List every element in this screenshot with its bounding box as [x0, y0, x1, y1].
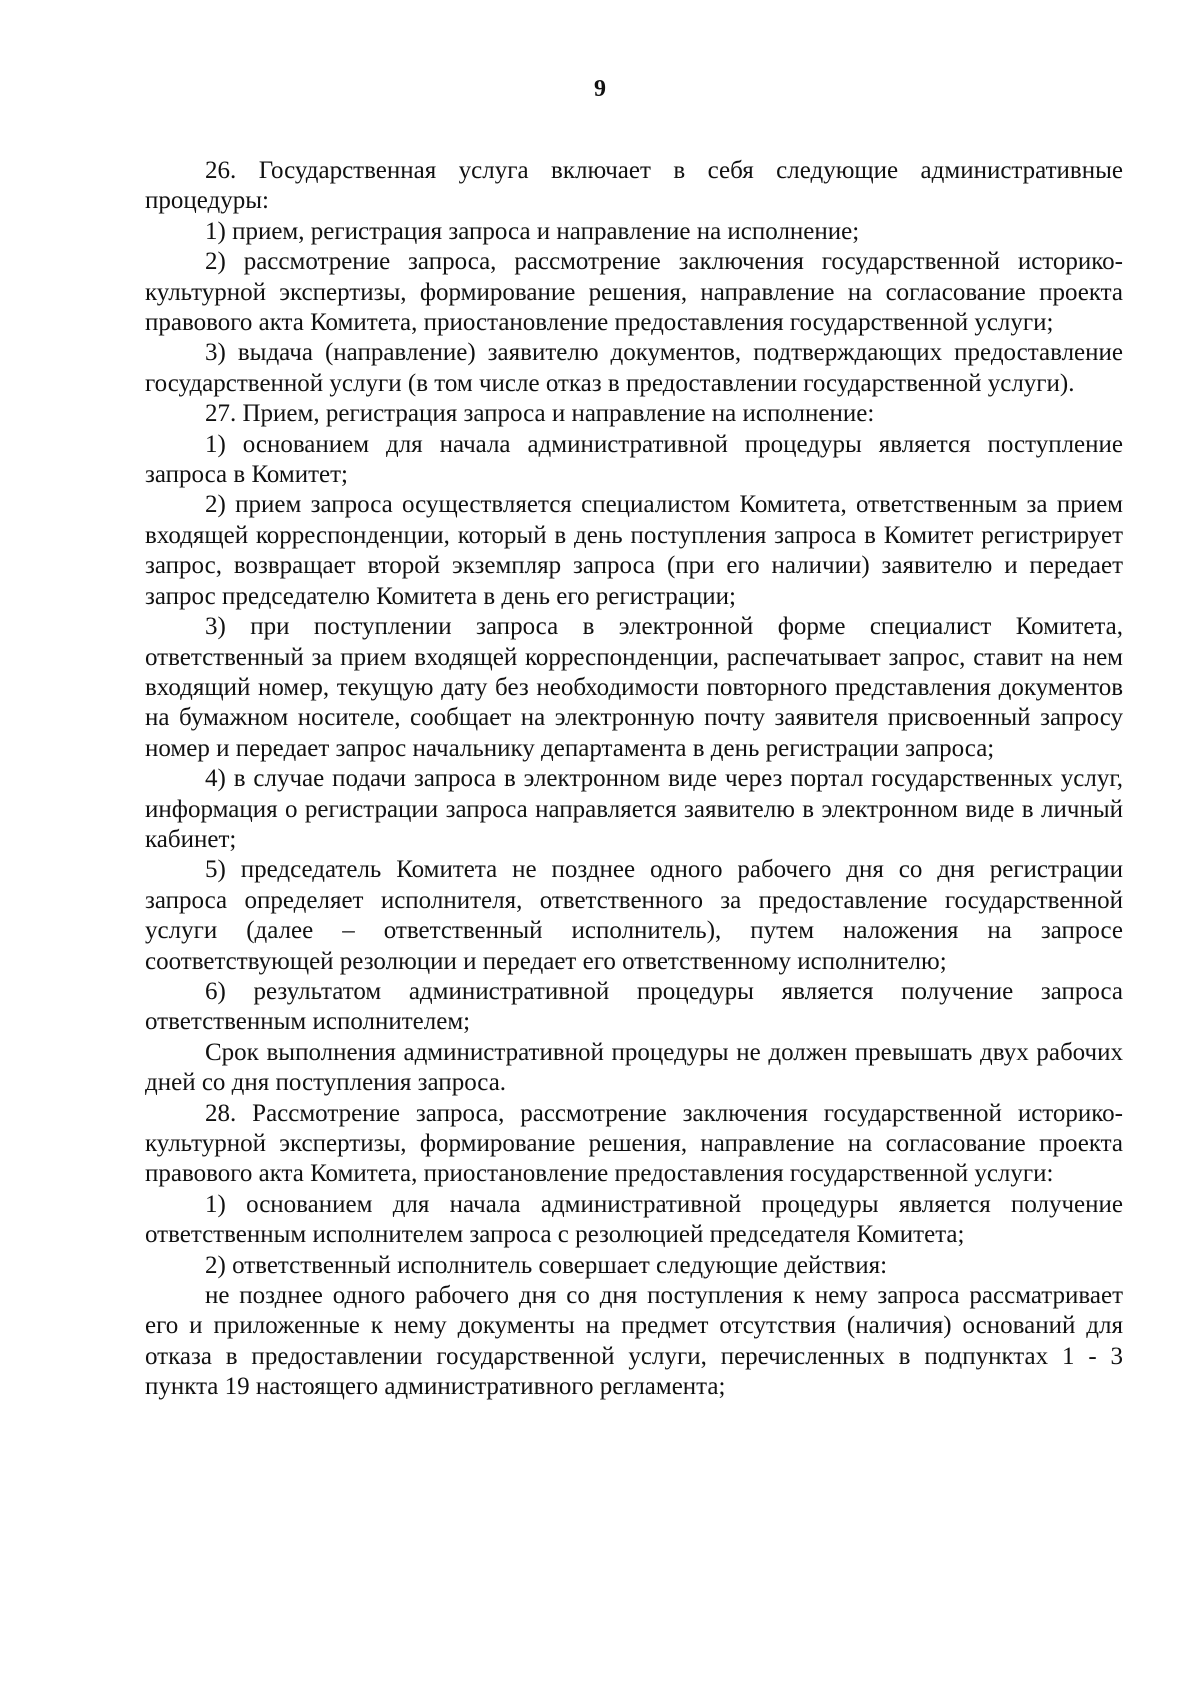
paragraph-27-item-1: 1) основанием для начала административной процедуры является поступление запроса в Комитет; — [145, 430, 1123, 489]
paragraph-28-item-1: 1) основанием для начала административной процедуры является получение ответственным исполнителем запроса с резолюцией председателя Комитета; — [145, 1190, 1123, 1249]
paragraph-27-item-2: 2) прием запроса осуществляется специалистом Комитета, ответственным за прием входящей корреспонденции, который в день поступления запроса в Комитет регистрирует запрос, возвращает второй экземпляр запроса (при его наличии) заявителю и передает запрос председателю Комитета в день его регистрации; — [145, 491, 1123, 610]
paragraph-28-item-2-detail: не позднее одного рабочего дня со дня поступления к нему запроса рассматривает его и приложенные к нему документы на предмет отсутствия (наличия) оснований для отказа в предоставлении государственной услуги, перечисленных в подпунктах 1 - 3 пункта 19 настоящего административного регламента; — [145, 1282, 1123, 1401]
paragraph-27-item-5: 5) председатель Комитета не позднее одного рабочего дня со дня регистрации запроса определяет исполнителя, ответственного за предоставление государственной услуги (далее – ответственный исполнитель), путем наложения на запросе соответствующей резолюции и передает его ответственному исполнителю; — [145, 856, 1123, 975]
paragraph-26-item-3: 3) выдача (направление) заявителю документов, подтверждающих предоставление государственной услуги (в том числе отказ в предоставлении государственной услуги). — [145, 339, 1123, 397]
paragraph-27-intro: 27. Прием, регистрация запроса и направление на исполнение: — [205, 400, 875, 428]
paragraph-26-item-1: 1) прием, регистрация запроса и направление на исполнение; — [205, 217, 860, 245]
paragraph-27-item-4: 4) в случае подачи запроса в электронном виде через портал государственных услуг, информация о регистрации запроса направляется заявителю в электронном виде в личный кабинет; — [145, 765, 1123, 853]
paragraph-26-intro: 26. Государственная услуга включает в себя следующие административные процедуры: — [145, 157, 1123, 215]
paragraph-27-item-6: 6) результатом административной процедуры является получение запроса ответственным исполнителем; — [145, 977, 1123, 1036]
page-number: 9 — [594, 76, 606, 102]
document-body — [145, 156, 1123, 1403]
paragraph-27-item-3: 3) при поступлении запроса в электронной форме специалист Комитета, ответственный за прием входящей корреспонденции, распечатывает запрос, ставит на нем входящий номер, текущую дату без необходимости повторного представления документов на бумажном носителе, сообщает на электронную почту заявителя присвоенный запросу номер и передает запрос начальнику департамента в день регистрации запроса; — [145, 613, 1123, 762]
paragraph-27-deadline: Срок выполнения административной процедуры не должен превышать двух рабочих дней со дня поступления запроса. — [145, 1038, 1123, 1097]
paragraph-26-item-2: 2) рассмотрение запроса, рассмотрение заключения государственной историко-культурной экспертизы, формирование решения, направление на согласование проекта правового акта Комитета, приостановление предоставления государственной услуги; — [145, 248, 1123, 337]
paragraph-28-item-2: 2) ответственный исполнитель совершает следующие действия: — [205, 1251, 888, 1279]
paragraph-28-intro: 28. Рассмотрение запроса, рассмотрение заключения государственной историко-культурной экспертизы, формирование решения, направление на согласование проекта правового акта Комитета, приостановление предоставления государственной услуги: — [145, 1099, 1123, 1188]
